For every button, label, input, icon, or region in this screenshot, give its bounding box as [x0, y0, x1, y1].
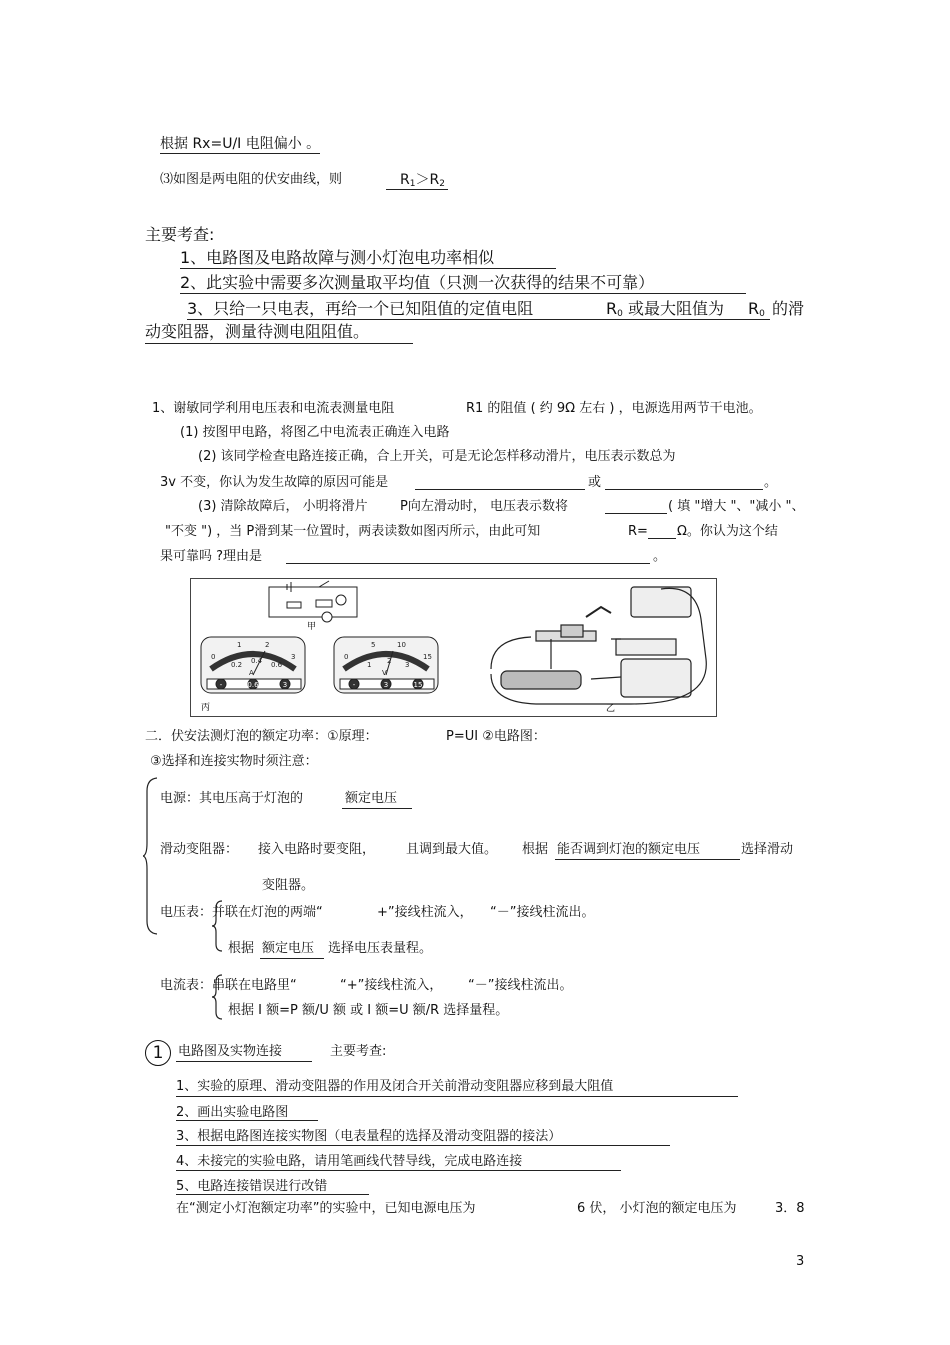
section3-title: 电路图及实物连接 [178, 1044, 283, 1059]
r-letter: R [606, 299, 618, 318]
underline [176, 1194, 369, 1195]
r-letter: R [748, 299, 760, 318]
rheo-line-c: 且调到最大值。 [406, 842, 498, 857]
section3-item: 2、画出实验电路图 [176, 1105, 289, 1120]
volt-line-b: +”接线柱流入， [377, 905, 473, 920]
exam-item-2: 2、此实验中需要多次测量取平均值（只测一次获得的结果不可靠） [180, 273, 655, 292]
ammeter-tick: 0.4 [251, 657, 263, 665]
voltmeter-tick: 0 [344, 653, 349, 661]
brace-large [143, 777, 159, 935]
problem1-q2a: (2) 该同学检查电路连接正确，合上开关，可是无论怎样移动滑片，电压表示数总为 [198, 449, 676, 464]
underline [180, 268, 556, 269]
volt2-line-c: 选择电压表量程。 [328, 941, 433, 956]
underline [176, 1170, 621, 1171]
section2-heading-b: P=UI ②电路图： [446, 729, 546, 744]
rheo-line-b: 接入电路时要变阻， [258, 842, 376, 857]
sub: 0 [759, 309, 765, 319]
ammeter-tick: 1 [237, 641, 242, 649]
voltmeter-terminal: - [352, 681, 356, 689]
blank-3 [605, 513, 667, 514]
circuit-figure [190, 578, 717, 717]
voltmeter-tick: 2 [387, 657, 392, 665]
volt2-line-a: 根据 [228, 941, 255, 956]
exam-item-3c: 或最大阻值为 [628, 299, 725, 318]
exam-item-3-line2: 动变阻器，测量待测电阻阻值。 [145, 322, 370, 341]
voltmeter-tick: 15 [423, 653, 432, 661]
volt-line-a: 电压表：并联在灯泡的两端“ [160, 905, 323, 920]
section3-title-b: 主要考查: [330, 1044, 387, 1059]
problem1-q3a: (3) 清除故障后， 小明将滑片 [198, 499, 368, 514]
ammeter-tick: 2 [265, 641, 270, 649]
ammeter-terminal: 0.6 [247, 681, 259, 689]
underline [176, 1120, 318, 1121]
underline [342, 808, 412, 809]
problem1-q3b: P向左滑动时， 电压表示数将 [400, 499, 568, 514]
problem1-line1b: R1 的阻值 ( 约 9Ω 左右 ) ，电源选用两节干电池。 [466, 401, 762, 416]
problem1-q3-line2b: R= [628, 524, 648, 539]
section2-sub: ③选择和连接实物时须注意： [150, 754, 318, 769]
exam-item-3e: 的滑 [772, 299, 805, 318]
underline [260, 958, 324, 959]
underline [180, 293, 746, 294]
blank-2 [605, 489, 763, 490]
ammeter-tick: 0.2 [231, 661, 243, 669]
amp-line-b: “+”接线柱流入， [340, 978, 443, 993]
sub: 2 [439, 179, 445, 189]
line-rx: 根据 Rx=U/I 电阻偏小 。 [160, 136, 321, 152]
rheo-line2: 变阻器。 [262, 878, 315, 893]
gt-r: ＞R [415, 172, 440, 188]
problem1-q3-line2a: "不变 ") ，当 P滑到某一位置时，两表读数如图丙所示，由此可知 [165, 524, 541, 539]
underline [555, 859, 740, 860]
problem1-or: 或 [588, 475, 602, 490]
underline [176, 1096, 738, 1097]
rheo-line-e: 能否调到灯泡的额定电压 [557, 842, 701, 857]
problem1-q3c: ( 填 "增大 "、"减小 "、 [668, 499, 805, 514]
rheo-line-f: 选择滑动 [741, 842, 794, 857]
section3-item: 5、电路连接错误进行改错 [176, 1179, 328, 1194]
underline [176, 1061, 312, 1062]
voltmeter-tick: 10 [397, 641, 406, 649]
label-jia: 甲 [307, 622, 317, 632]
r-letter: R [400, 172, 410, 188]
ammeter-terminal: 3 [282, 681, 288, 689]
amp2-line: 根据 I 额=P 额/U 额 或 I 额=U 额/R 选择量程。 [228, 1003, 509, 1018]
ammeter-tick: 0.6 [271, 661, 283, 669]
section3-item: 4、未接完的实验电路，请用笔画线代替导线，完成电路连接 [176, 1154, 523, 1169]
label-yi: 乙 [606, 704, 616, 714]
rheo-line-d: 根据 [522, 842, 549, 857]
amp-line-c: “－”接线柱流出。 [468, 978, 573, 993]
exam-item-3a: 3、只给一只电表，再给一个已知阻值的定值电阻 [187, 299, 534, 318]
underline [176, 1145, 670, 1146]
ammeter-unit: A [249, 669, 254, 677]
problem1-q2b: 3v 不变，你认为发生故障的原因可能是 [160, 475, 389, 490]
rheo-line-a: 滑动变阻器： [160, 842, 239, 857]
sub: 0 [617, 309, 623, 319]
section2-heading-a: 二．伏安法测灯泡的额定功率：①原理： [145, 729, 378, 744]
circuit-diagram-jia [269, 581, 357, 622]
voltmeter-tick: 3 [405, 661, 410, 669]
voltmeter-tick: 5 [371, 641, 376, 649]
label-bing: 丙 [201, 703, 211, 713]
section3-item: 3、根据电路图连接实物图（电表量程的选择及滑动变阻器的接法） [176, 1129, 562, 1144]
voltmeter-terminal: 3 [383, 681, 389, 689]
blank-5 [286, 563, 650, 564]
voltmeter-unit: V [382, 669, 387, 677]
line-va-curve: ⑶如图是两电阻的伏安曲线，则 [160, 172, 343, 187]
section3-last-a: 在“测定小灯泡额定功率”的实验中，已知电源电压为 [176, 1201, 476, 1216]
ammeter-tick: 0 [211, 653, 216, 661]
blank-4 [648, 538, 676, 539]
physical-setup-yi [491, 587, 706, 704]
voltmeter-terminal: 15 [413, 681, 423, 689]
section3-last-c: 3．8 [775, 1201, 805, 1216]
r1-gt-r2 [400, 173, 445, 189]
underline [187, 319, 770, 320]
underline [386, 189, 448, 190]
volt-line-c: “－”接线柱流出。 [490, 905, 595, 920]
exam-heading: 主要考查: [145, 225, 215, 244]
problem1-q2end: 。 [764, 475, 778, 490]
sub: 1 [409, 179, 416, 189]
power-line-b: 额定电压 [345, 791, 398, 806]
power-line-a: 电源：其电压高于灯泡的 [160, 791, 304, 806]
amp-line-a: 电流表：串联在电路里“ [160, 978, 297, 993]
r0-label [606, 301, 623, 319]
r0-label [748, 301, 765, 319]
page-number: 3 [796, 1254, 805, 1269]
circled-number: 1 [145, 1040, 171, 1066]
underline [160, 153, 320, 154]
problem1-line1a: 1、谢敏同学利用电压表和电流表测量电阻 [152, 401, 395, 416]
voltmeter-tick: 1 [367, 661, 372, 669]
exam-item-1: 1、电路图及电路故障与测小灯泡电功率相似 [180, 248, 495, 267]
blank-1 [415, 489, 585, 490]
problem1-q3-line2c: Ω。你认为这个结 [677, 524, 778, 539]
problem1-q1: (1) 按图甲电路，将图乙中电流表正确连入电路 [180, 425, 450, 440]
ammeter-terminal: - [219, 681, 223, 689]
volt2-line-b: 额定电压 [262, 941, 315, 956]
underline [145, 343, 413, 344]
section3-last-b: 6 伏， 小灯泡的额定电压为 [577, 1201, 737, 1216]
section3-item: 1、实验的原理、滑动变阻器的作用及闭合开关前滑动变阻器应移到最大阻值 [176, 1079, 614, 1094]
ammeter-tick: 3 [291, 653, 296, 661]
problem1-q3-line3end: 。 [653, 549, 667, 564]
problem1-q3-line3: 果可靠吗 ?理由是 [160, 549, 263, 564]
circuit-illustration [191, 579, 716, 716]
